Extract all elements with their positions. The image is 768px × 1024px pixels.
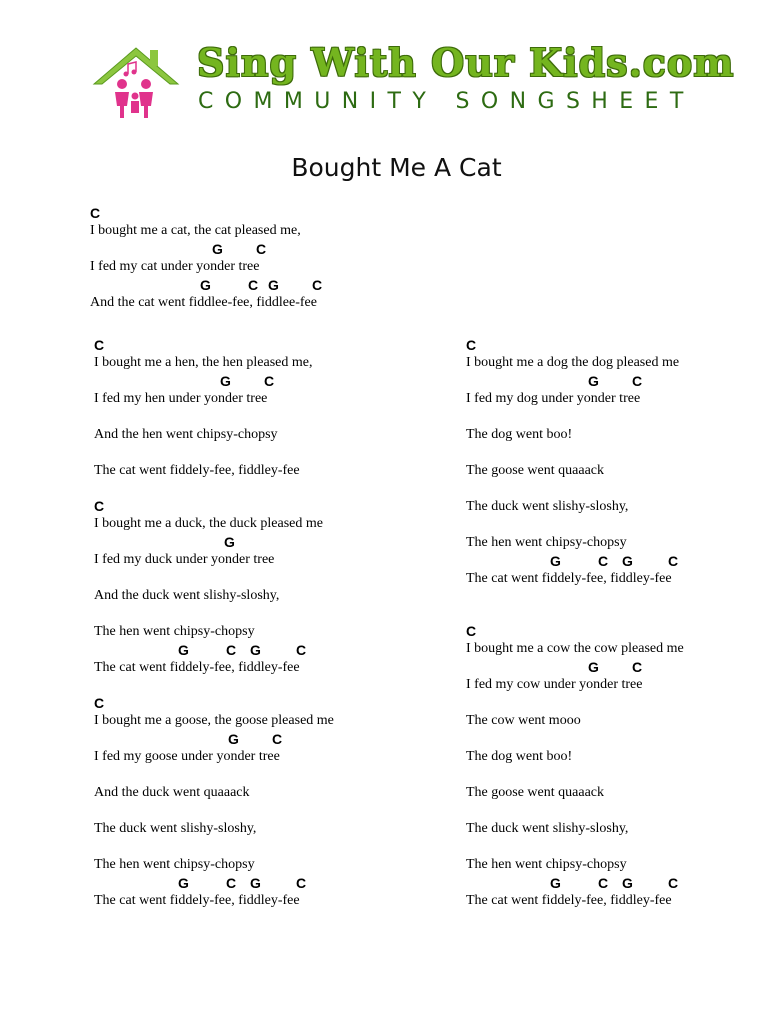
lyric-line: I bought me a cat, the cat pleased me, <box>90 223 301 238</box>
chord: G <box>178 642 189 658</box>
lyric-line: And the cat went fiddlee-fee, fiddlee-fee <box>90 295 317 310</box>
chord-row <box>466 372 679 390</box>
chord-row <box>90 240 317 258</box>
lyric-line: The goose went quaaack <box>466 463 604 478</box>
lyric-line: The dog went boo! <box>466 749 573 764</box>
verse-duck <box>94 497 323 677</box>
lyric-line: The duck went slishy-sloshy, <box>94 821 257 836</box>
lyric-line: The goose went quaaack <box>466 785 604 800</box>
lyric-line: I fed my goose under yonder tree <box>94 749 280 764</box>
chord: C <box>264 373 275 389</box>
chord: G <box>200 277 211 293</box>
chord-row <box>94 874 334 892</box>
chord: C <box>226 642 237 658</box>
chord: C <box>94 498 105 514</box>
verse-cow <box>466 622 684 910</box>
lyric-line: The cat went fiddely-fee, fiddley-fee <box>94 893 300 908</box>
chord: C <box>94 337 105 353</box>
chord: C <box>312 277 323 293</box>
chord-row <box>94 336 312 354</box>
chord: C <box>272 731 283 747</box>
chord-row <box>466 658 684 676</box>
lyric-line: I fed my duck under yonder tree <box>94 552 275 567</box>
chord: C <box>226 875 237 891</box>
chord: G <box>178 875 189 891</box>
lyric-line: And the duck went quaaack <box>94 785 250 800</box>
chord: C <box>90 205 101 221</box>
lyric-line: I bought me a dog the dog pleased me <box>466 355 680 370</box>
verse-goose <box>94 694 334 910</box>
chord: C <box>668 875 679 891</box>
chord-row <box>94 641 323 659</box>
lyric-line: I fed my cow under yonder tree <box>466 677 643 692</box>
lyric-line: The cat went fiddely-fee, fiddley-fee <box>94 463 300 478</box>
lyric-line: The hen went chipsy-chopsy <box>94 624 255 639</box>
lyric-line: I bought me a duck, the duck pleased me <box>94 516 323 531</box>
lyric-line: The hen went chipsy-chopsy <box>94 857 255 872</box>
site-name: Sing With Our Kids.com <box>197 40 735 85</box>
chord: C <box>94 695 105 711</box>
chord: G <box>588 373 599 389</box>
chord: G <box>622 553 633 569</box>
chord: G <box>550 553 561 569</box>
house-family-logo-icon <box>90 44 182 120</box>
lyric-line: The cat went fiddely-fee, fiddley-fee <box>466 893 672 908</box>
lyric-line: I bought me a cow the cow pleased me <box>466 641 684 656</box>
lyric-line: I fed my hen under yonder tree <box>94 391 268 406</box>
chord: C <box>598 875 609 891</box>
lyric-line: I bought me a goose, the goose pleased me <box>94 713 334 728</box>
verse-cat <box>90 204 323 312</box>
chord: C <box>598 553 609 569</box>
lyric-line: The cat went fiddely-fee, fiddley-fee <box>94 660 300 675</box>
chord-row <box>466 622 684 640</box>
tagline: COMMUNITY SONGSHEET <box>198 89 695 114</box>
lyric-line: The cat went fiddely-fee, fiddley-fee <box>466 571 672 586</box>
lyric-line: The duck went slishy-sloshy, <box>466 821 629 836</box>
lyric-line: The dog went boo! <box>466 427 573 442</box>
chord: C <box>248 277 259 293</box>
chord-row <box>466 552 679 570</box>
lyric-line: And the duck went slishy-sloshy, <box>94 588 280 603</box>
lyric-line: The duck went slishy-sloshy, <box>466 499 629 514</box>
lyric-line: I fed my cat under yonder tree <box>90 259 260 274</box>
chord: G <box>224 534 235 550</box>
lyric-line: I fed my dog under yonder tree <box>466 391 641 406</box>
chord: C <box>296 642 307 658</box>
chord-row <box>94 497 323 515</box>
verse-hen <box>94 336 312 480</box>
chord-row <box>90 204 317 222</box>
lyric-line: I bought me a hen, the hen pleased me, <box>94 355 313 370</box>
lyric-line: The hen went chipsy-chopsy <box>466 535 627 550</box>
chord: C <box>668 553 679 569</box>
chord-row <box>90 276 323 294</box>
chord: G <box>268 277 279 293</box>
verse-dog <box>466 336 679 588</box>
chord: G <box>228 731 239 747</box>
chord: C <box>466 623 477 639</box>
chord-row <box>94 372 312 390</box>
chord-row <box>94 730 334 748</box>
chord: G <box>220 373 231 389</box>
chord: G <box>250 875 261 891</box>
lyric-line: And the hen went chipsy-chopsy <box>94 427 278 442</box>
chord: C <box>256 241 267 257</box>
chord: G <box>622 875 633 891</box>
chord: G <box>212 241 223 257</box>
chord: G <box>250 642 261 658</box>
chord: G <box>588 659 599 675</box>
chord-row <box>94 694 334 712</box>
chord-row <box>466 336 679 354</box>
chord-row <box>466 874 684 892</box>
chord: G <box>550 875 561 891</box>
chord-row <box>94 533 323 551</box>
chord: C <box>632 659 643 675</box>
lyric-line: The cow went mooo <box>466 713 581 728</box>
chord: C <box>296 875 307 891</box>
chord: C <box>466 337 477 353</box>
song-title: Bought Me A Cat <box>291 153 502 182</box>
lyric-line: The hen went chipsy-chopsy <box>466 857 627 872</box>
chord: C <box>632 373 643 389</box>
